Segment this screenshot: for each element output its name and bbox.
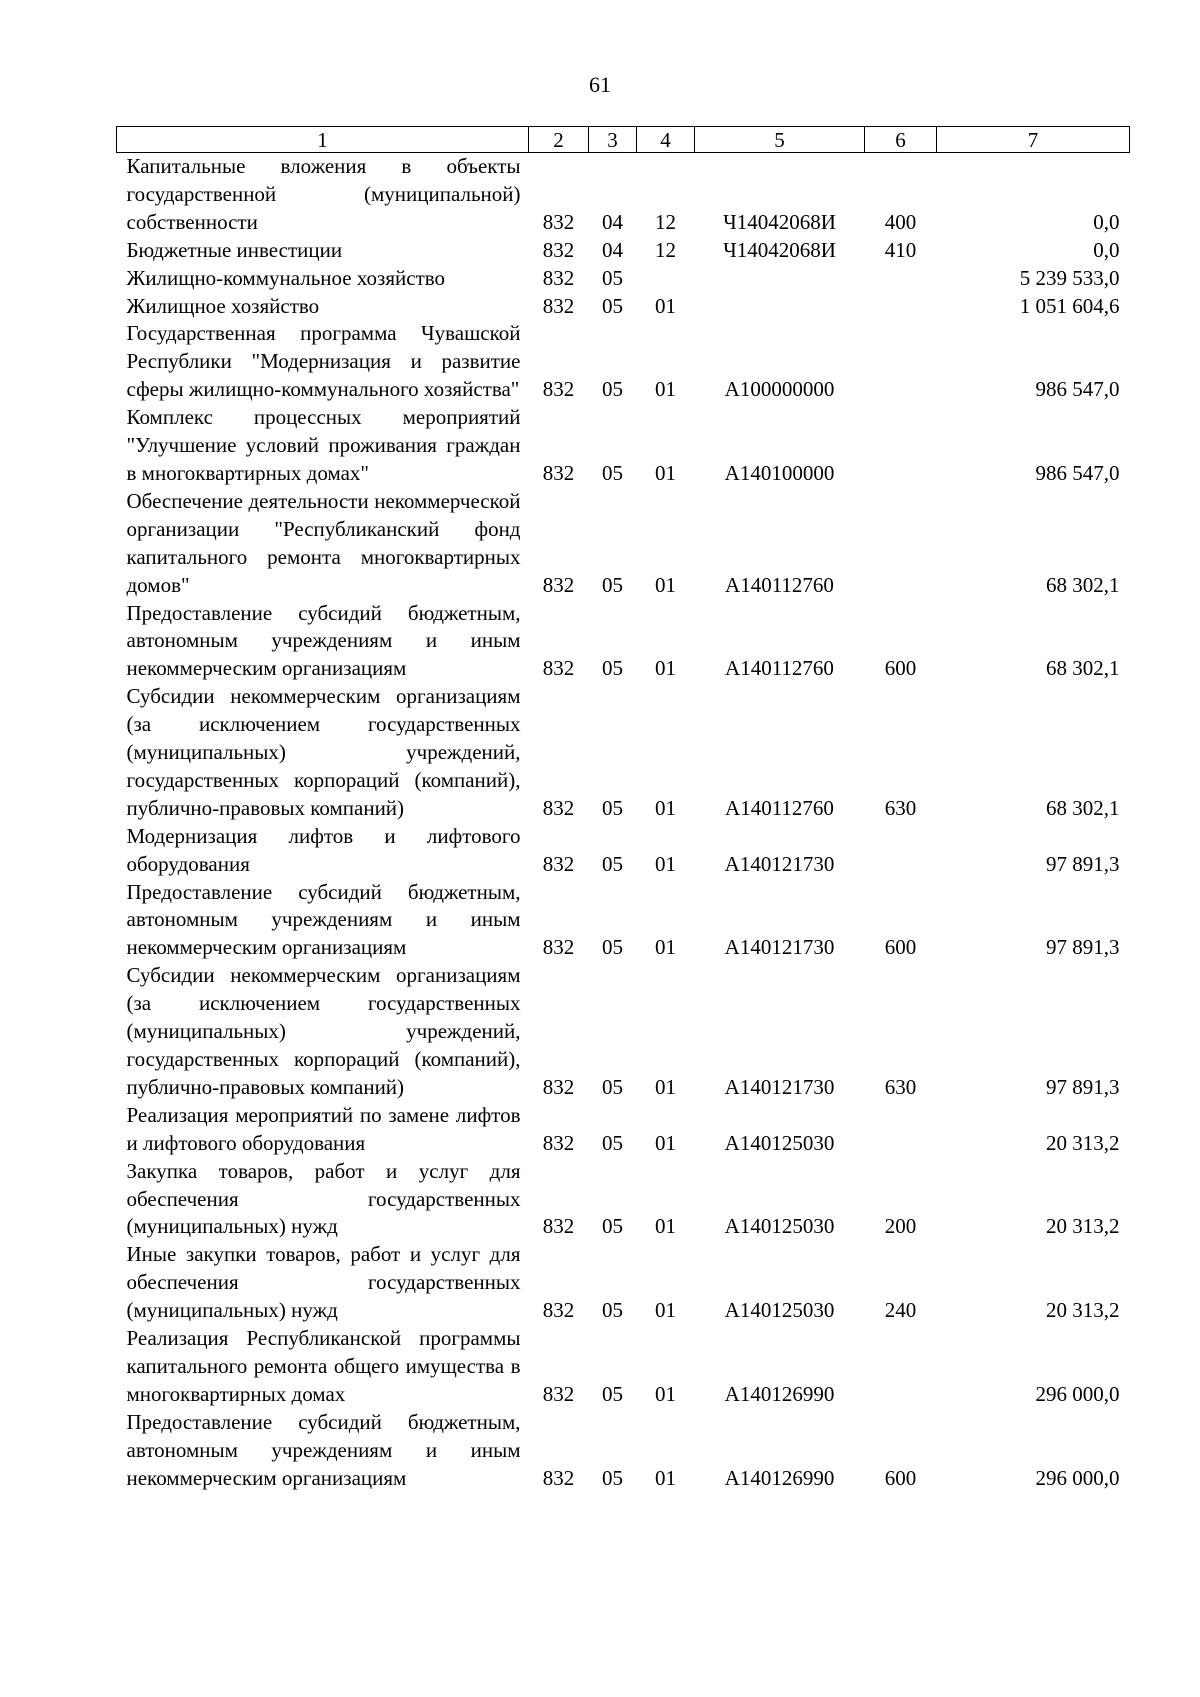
column-header-5: 5	[695, 127, 865, 153]
amount: 20 313,2	[1046, 1298, 1120, 1323]
subsection-code: 01	[655, 851, 676, 876]
section-code: 05	[602, 851, 623, 876]
section-code: 05	[602, 1214, 623, 1239]
chapter-code: 832	[542, 656, 575, 681]
amount: 68 302,1	[1046, 795, 1120, 820]
expense-type-code: 200	[884, 1214, 917, 1239]
expense-type-code	[865, 1102, 937, 1158]
chapter-code: 832	[542, 1298, 575, 1323]
table-row	[117, 1409, 1130, 1493]
expense-type-code	[865, 265, 937, 293]
chapter-code: 832	[542, 1465, 575, 1490]
section-code: 05	[602, 460, 623, 485]
expense-type-code	[865, 404, 937, 488]
table-row	[117, 1158, 1130, 1242]
table-row	[117, 153, 1130, 237]
amount: 986 547,0	[1035, 460, 1120, 485]
table-row	[117, 293, 1130, 321]
expense-type-code: 630	[884, 1074, 917, 1099]
chapter-code: 832	[542, 293, 575, 318]
column-header-4: 4	[637, 127, 695, 153]
expense-type-code	[865, 488, 937, 600]
expense-type-code: 600	[884, 935, 917, 960]
table-row	[117, 237, 1130, 265]
amount: 1 051 604,6	[1019, 293, 1120, 318]
chapter-code: 832	[542, 209, 575, 234]
table-header	[117, 127, 1130, 153]
expense-type-code: 600	[884, 1465, 917, 1490]
amount: 0,0	[1093, 209, 1120, 234]
expense-type-code	[865, 293, 937, 321]
table-row	[117, 600, 1130, 684]
amount: 97 891,3	[1046, 1074, 1120, 1099]
target-article-code	[695, 293, 865, 321]
table-body	[117, 153, 1130, 1493]
section-code: 05	[602, 935, 623, 960]
target-article-code	[695, 265, 865, 293]
amount: 97 891,3	[1046, 935, 1120, 960]
table-row	[117, 879, 1130, 963]
table-row	[117, 1241, 1130, 1325]
subsection-code: 01	[655, 1214, 676, 1239]
subsection-code: 01	[655, 935, 676, 960]
subsection-code: 12	[655, 209, 676, 234]
item-name: Бюджетные инвестиции	[126, 237, 343, 262]
subsection-code: 01	[655, 656, 676, 681]
expense-type-code	[865, 823, 937, 879]
page-number: 61	[589, 72, 611, 97]
expense-type-code: 630	[884, 795, 917, 820]
subsection-code: 01	[655, 460, 676, 485]
subsection-code: 12	[655, 237, 676, 262]
subsection-code: 01	[655, 795, 676, 820]
subsection-code: 01	[655, 1298, 676, 1323]
table-row	[117, 823, 1130, 879]
target-article-code: А140121730	[724, 851, 835, 876]
expense-type-code	[865, 320, 937, 404]
amount: 68 302,1	[1046, 572, 1120, 597]
column-header-7: 7	[937, 127, 1130, 153]
expense-type-code: 600	[884, 656, 917, 681]
target-article-code: А140112760	[725, 795, 834, 820]
item-name: Модернизация лифтов и лифтового оборудования	[126, 823, 521, 876]
target-article-code: А140125030	[724, 1130, 835, 1155]
subsection-code: 01	[655, 1465, 676, 1490]
subsection-code: 01	[655, 293, 676, 318]
item-name: Субсидии некоммерческим организациям (за исключением государственных (муниципальных) учреждений, государственных корпораций (компаний), публично-правовых компаний)	[126, 963, 521, 1099]
target-article-code: А100000000	[724, 377, 835, 402]
amount: 97 891,3	[1046, 851, 1120, 876]
chapter-code: 832	[542, 265, 575, 290]
chapter-code: 832	[542, 377, 575, 402]
chapter-code: 832	[542, 1074, 575, 1099]
section-code: 05	[602, 1298, 623, 1323]
section-code: 05	[602, 1381, 623, 1406]
column-header-3: 3	[589, 127, 637, 153]
item-name: Реализация мероприятий по замене лифтов и лифтового оборудования	[126, 1102, 521, 1155]
subsection-code	[637, 265, 695, 293]
item-name: Реализация Республиканской программы капитального ремонта общего имущества в многоквартирных домах	[126, 1326, 521, 1406]
budget-table-container	[116, 126, 1129, 1493]
item-name: Предоставление субсидий бюджетным, автономным учреждениям и иным некоммерческим организациям	[126, 879, 521, 960]
table-row	[117, 1102, 1130, 1158]
section-code: 05	[602, 1074, 623, 1099]
section-code: 04	[602, 209, 623, 234]
table-row	[117, 683, 1130, 823]
section-code: 04	[602, 237, 623, 262]
item-name: Комплекс процессных мероприятий "Улучшение условий проживания граждан в многоквартирных домах"	[126, 405, 521, 485]
item-name: Жилищно-коммунальное хозяйство	[126, 265, 446, 290]
section-code: 05	[602, 572, 623, 597]
item-name: Предоставление субсидий бюджетным, автономным учреждениям и иным некоммерческим организациям	[126, 1409, 521, 1490]
target-article-code: А140112760	[725, 572, 834, 597]
table-row	[117, 488, 1130, 600]
amount: 986 547,0	[1035, 377, 1120, 402]
target-article-code: Ч14042068И	[723, 237, 836, 262]
item-name: Субсидии некоммерческим организациям (за исключением государственных (муниципальных) учреждений, государственных корпораций (компаний), публично-правовых компаний)	[126, 684, 521, 820]
section-code: 05	[602, 795, 623, 820]
table-row	[117, 404, 1130, 488]
amount: 68 302,1	[1046, 656, 1120, 681]
section-code: 05	[602, 656, 623, 681]
target-article-code: А140112760	[725, 656, 834, 681]
expense-type-code	[865, 1325, 937, 1409]
column-header-2: 2	[529, 127, 589, 153]
chapter-code: 832	[542, 460, 575, 485]
section-code: 05	[602, 1465, 623, 1490]
item-name: Жилищное хозяйство	[126, 293, 320, 318]
table-row	[117, 962, 1130, 1102]
chapter-code: 832	[542, 237, 575, 262]
expense-type-code: 240	[884, 1298, 917, 1323]
subsection-code: 01	[655, 572, 676, 597]
target-article-code: А140125030	[724, 1214, 835, 1239]
chapter-code: 832	[542, 1130, 575, 1155]
target-article-code: А140126990	[724, 1381, 835, 1406]
chapter-code: 832	[542, 851, 575, 876]
item-name: Иные закупки товаров, работ и услуг для обеспечения государственных (муниципальных) нужд	[126, 1242, 521, 1323]
item-name: Капитальные вложения в объекты государственной (муниципальной) собственности	[126, 154, 521, 234]
amount: 5 239 533,0	[1019, 265, 1120, 290]
amount: 0,0	[1093, 237, 1120, 262]
amount: 20 313,2	[1046, 1130, 1120, 1155]
budget-table	[116, 126, 1130, 1493]
table-row	[117, 320, 1130, 404]
expense-type-code: 410	[884, 237, 917, 262]
section-code: 05	[602, 1130, 623, 1155]
amount: 296 000,0	[1035, 1465, 1120, 1490]
chapter-code: 832	[542, 795, 575, 820]
section-code: 05	[602, 377, 623, 402]
table-row	[117, 1325, 1130, 1409]
chapter-code: 832	[542, 1381, 575, 1406]
subsection-code: 01	[655, 377, 676, 402]
header-row	[117, 127, 1130, 153]
item-name: Закупка товаров, работ и услуг для обеспечения государственных (муниципальных) нужд	[126, 1158, 521, 1239]
target-article-code: А140125030	[724, 1298, 835, 1323]
amount: 20 313,2	[1046, 1214, 1120, 1239]
column-header-1: 1	[117, 127, 529, 153]
amount: 296 000,0	[1035, 1381, 1120, 1406]
target-article-code: А140121730	[724, 935, 835, 960]
table-row	[117, 265, 1130, 293]
section-code: 05	[602, 293, 623, 318]
item-name: Государственная программа Чувашской Республики "Модернизация и развитие сферы жилищно-коммунального хозяйства"	[126, 321, 521, 402]
item-name: Обеспечение деятельности некоммерческой организации "Республиканский фонд капитального ремонта многоквартирных домов"	[126, 488, 521, 597]
target-article-code: А140100000	[724, 460, 835, 485]
column-header-6: 6	[865, 127, 937, 153]
chapter-code: 832	[542, 1214, 575, 1239]
section-code: 05	[602, 265, 623, 290]
chapter-code: 832	[542, 572, 575, 597]
subsection-code: 01	[655, 1381, 676, 1406]
target-article-code: А140126990	[724, 1465, 835, 1490]
target-article-code: А140121730	[724, 1074, 835, 1099]
subsection-code: 01	[655, 1074, 676, 1099]
expense-type-code: 400	[884, 209, 917, 234]
target-article-code: Ч14042068И	[723, 209, 836, 234]
item-name: Предоставление субсидий бюджетным, автономным учреждениям и иным некоммерческим организациям	[126, 600, 521, 681]
subsection-code: 01	[655, 1130, 676, 1155]
chapter-code: 832	[542, 935, 575, 960]
